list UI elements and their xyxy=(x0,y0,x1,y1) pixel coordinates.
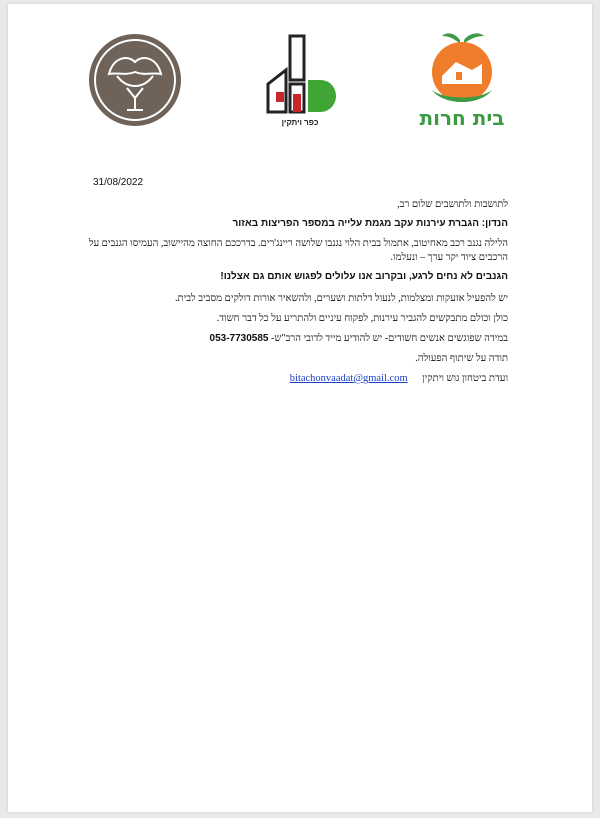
contact-email-link[interactable]: bitachonvaadat@gmail.com xyxy=(289,373,408,384)
paragraph-alertness: כולן וכולם מתבקשים להגביר עירנות, לפקוח עיניים ולהתריע על כל דבר חשוד. xyxy=(216,313,508,324)
signature-text: ועדת ביטחון גוש ויתקין xyxy=(422,373,508,384)
warning-line: הגנבים לא נחים לרגע, ובקרוב אנו עלולים לפגוש אותם גם אצלנו! xyxy=(220,271,508,282)
subject-line: הנדון: הגברת עירנות עקב מגמת עלייה במספר הפריצות באזור xyxy=(232,218,508,229)
beit-herut-logo-text: בית חרות xyxy=(419,106,505,130)
greeting-line: לתושבות ולתושבים שלום רב, xyxy=(397,199,508,210)
security-phone-number: 053-7730585 xyxy=(209,333,269,344)
paragraph-theft-report: הלילה נגנב רכב מאחיטוב, אתמול בבית הלוי נגנבו שלושה ריינג'רים. בדרככם החוצה מהיישוב, העמיסו הגנבים על הרכבים ציוד יקר ערך – ונעלמו. xyxy=(88,238,508,263)
paragraph-report-suspects xyxy=(88,332,508,346)
paragraph-precautions: יש להפעיל אזעקות ומצלמות, לנעול דלתות ושערים, ולהשאיר אורות דולקים מסביב לבית. xyxy=(174,293,508,304)
beit-herut-logo-icon xyxy=(420,30,504,108)
kfar-vitkin-logo-text: כפר ויתקין xyxy=(281,118,319,127)
signature-row xyxy=(88,373,508,384)
letter-date: 31/08/2022 xyxy=(93,177,144,188)
seal-logo-icon xyxy=(87,32,183,128)
report-suspects-text: במידה שפוגשים אנשים חשודים- יש להודיע מייד לדובי הרב"ש- xyxy=(270,333,508,344)
thanks-line: תודה על שיתוף הפעולה. xyxy=(415,353,508,364)
